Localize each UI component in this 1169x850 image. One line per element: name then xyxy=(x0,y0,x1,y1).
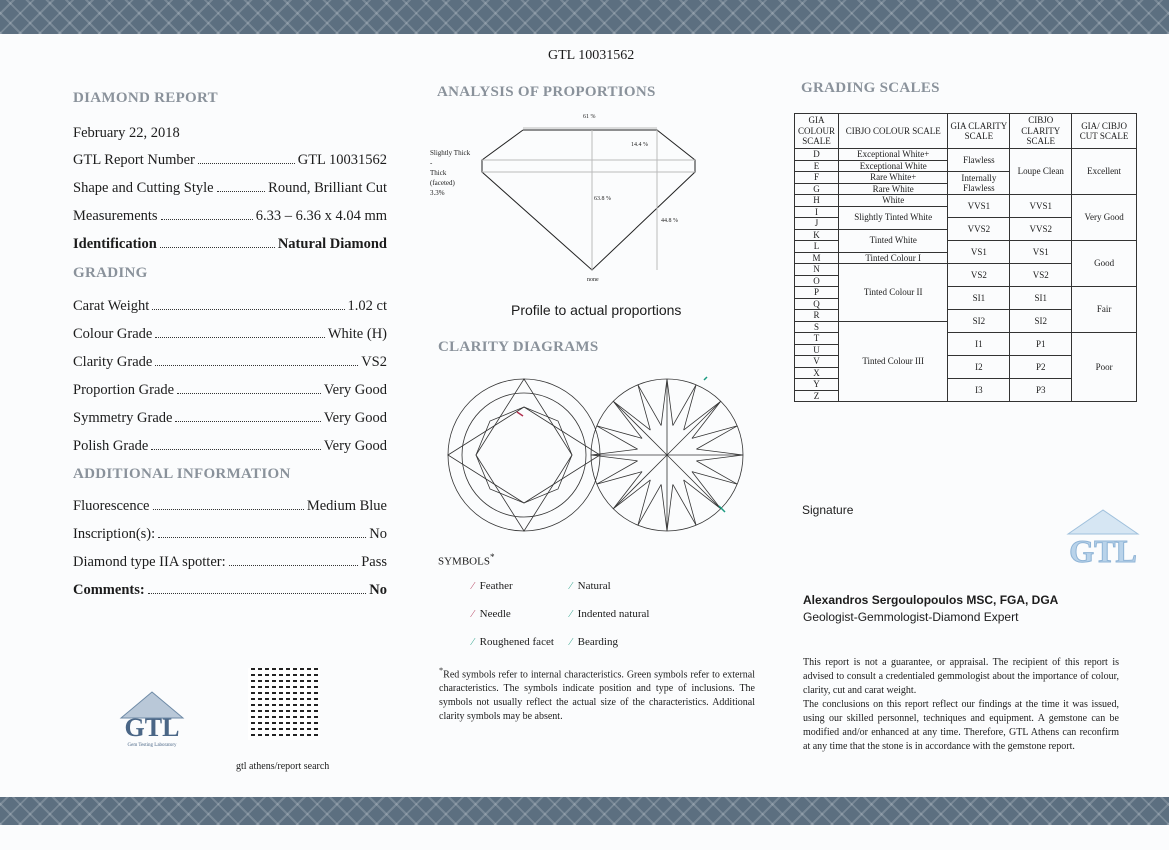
gia-colour-cell: J xyxy=(795,218,839,230)
signer-title: Geologist-Gemmologist-Diamond Expert xyxy=(803,610,1019,624)
scale-cell: P3 xyxy=(1010,379,1072,402)
detail-label: Polish Grade xyxy=(73,438,149,454)
girdle-label xyxy=(430,148,470,198)
gia-colour-cell: H xyxy=(795,195,839,207)
gia-colour-cell: T xyxy=(795,333,839,345)
scale-cell: Flawless xyxy=(948,149,1010,172)
detail-row xyxy=(73,410,387,427)
symbol-icon: ⁄ xyxy=(570,636,572,648)
scale-cell: Fair xyxy=(1072,287,1137,333)
gia-colour-cell: Q xyxy=(795,298,839,310)
dot-leader xyxy=(155,354,358,366)
qr-caption: gtl athens/report search xyxy=(236,761,330,772)
scale-header: GIA CLARITY SCALE xyxy=(948,114,1010,149)
scale-cell: SI2 xyxy=(1010,310,1072,333)
pavilion-percent: 44.8 % xyxy=(661,218,678,224)
dot-leader xyxy=(153,498,304,510)
symbols-footnote: *Red symbols refer to internal characteristics. Green symbols refer to external characteristics. The symbols indicate position and type of inclusions. The symbols not usually reflect the actual size of the characteristics. Additional clarity symbols may be absent. xyxy=(439,666,755,723)
proportions-diagram xyxy=(425,110,715,290)
disclaimer-paragraph: This report is not a guarantee, or appraisal. The recipient of this report is advised to consult a credentialed gemmologist about the importance of colour, clarity, cut and carat weight. xyxy=(803,657,1119,696)
dot-leader xyxy=(158,526,366,538)
detail-row xyxy=(73,208,387,225)
dot-leader xyxy=(155,326,324,338)
detail-label: Symmetry Grade xyxy=(73,410,173,426)
detail-label: Identification xyxy=(73,236,157,252)
scale-header: CIBJO COLOUR SCALE xyxy=(838,114,948,149)
detail-value: Round, Brilliant Cut xyxy=(268,180,387,196)
detail-value: VS2 xyxy=(361,354,387,370)
grading-title: GRADING xyxy=(73,265,148,281)
detail-label: Inscription(s): xyxy=(73,526,156,542)
additional-info-title: ADDITIONAL INFORMATION xyxy=(73,466,291,482)
detail-row xyxy=(73,382,387,399)
depth-percent: 63.8 % xyxy=(594,196,611,202)
symbol-legend-item xyxy=(472,608,511,620)
detail-label: Diamond type IIA spotter: xyxy=(73,554,226,570)
symbol-label: Needle xyxy=(479,608,511,620)
gia-colour-cell: U xyxy=(795,344,839,356)
footnote-text: Red symbols refer to internal characteristics. Green symbols refer to external characteristics. The symbols indicate position and type of inclusions. The symbols not usually reflect the actual size of the characteristics. Additional clarity symbols may be absent. xyxy=(439,669,755,723)
girdle-line: - xyxy=(430,159,433,167)
detail-value: 1.02 ct xyxy=(347,298,387,314)
scale-cell: Rare White xyxy=(838,183,948,195)
gia-colour-cell: N xyxy=(795,264,839,276)
scale-cell: P2 xyxy=(1010,356,1072,379)
girdle-line: 3.3% xyxy=(430,189,445,197)
dot-leader xyxy=(151,438,320,450)
detail-row xyxy=(73,298,387,315)
detail-value: Very Good xyxy=(323,410,387,426)
scale-cell: White xyxy=(838,195,948,207)
gtl-stamp xyxy=(1062,508,1144,570)
symbol-label: Roughened facet xyxy=(479,636,554,648)
proportions-title: ANALYSIS OF PROPORTIONS xyxy=(437,84,656,100)
detail-value: Very Good xyxy=(323,382,387,398)
detail-value: No xyxy=(369,526,387,542)
scale-cell: Poor xyxy=(1072,333,1137,402)
detail-row xyxy=(73,180,387,197)
scale-cell: Internally Flawless xyxy=(948,172,1010,195)
detail-value: Very Good xyxy=(323,438,387,454)
scale-cell: Rare White+ xyxy=(838,172,948,184)
scale-cell: VS1 xyxy=(1010,241,1072,264)
symbol-icon: ⁄ xyxy=(472,580,474,592)
signature-label: Signature xyxy=(802,503,854,517)
scale-cell: VS1 xyxy=(948,241,1010,264)
culet-label: none xyxy=(587,277,599,283)
detail-row xyxy=(73,438,387,455)
gia-colour-cell: Z xyxy=(795,390,839,402)
report-number-header: GTL 10031562 xyxy=(548,48,635,63)
gia-colour-cell: G xyxy=(795,183,839,195)
detail-label: Proportion Grade xyxy=(73,382,175,398)
scale-cell: Tinted Colour II xyxy=(838,264,948,322)
dot-leader xyxy=(160,236,275,248)
scale-header: GIA/ CIBJO CUT SCALE xyxy=(1072,114,1137,149)
scale-header: GIA COLOUR SCALE xyxy=(795,114,839,149)
detail-row xyxy=(73,498,387,515)
gia-colour-cell: S xyxy=(795,321,839,333)
detail-value: Medium Blue xyxy=(306,498,387,514)
detail-value: 6.33 – 6.36 x 4.04 mm xyxy=(255,208,387,224)
dot-leader xyxy=(152,298,344,310)
gia-colour-cell: D xyxy=(795,149,839,161)
detail-label: Measurements xyxy=(73,208,158,224)
symbols-title: SYMBOLS* xyxy=(438,552,495,568)
scale-cell: VVS1 xyxy=(1010,195,1072,218)
qr-code[interactable] xyxy=(248,668,320,740)
scale-header: CIBJO CLARITY SCALE xyxy=(1010,114,1072,149)
symbol-legend-item xyxy=(472,636,554,648)
gia-colour-cell: X xyxy=(795,367,839,379)
grading-scales-title: GRADING SCALES xyxy=(801,80,940,96)
scale-cell: I3 xyxy=(948,379,1010,402)
scale-cell: SI1 xyxy=(1010,287,1072,310)
symbol-icon: ⁄ xyxy=(570,608,572,620)
symbol-label: Indented natural xyxy=(577,608,650,620)
dot-leader xyxy=(198,152,295,164)
scale-cell: Tinted White xyxy=(838,229,948,252)
svg-text:GTL: GTL xyxy=(1069,533,1137,569)
gia-colour-cell: K xyxy=(795,229,839,241)
symbol-icon: ⁄ xyxy=(472,636,474,648)
scale-cell: I2 xyxy=(948,356,1010,379)
detail-value: GTL 10031562 xyxy=(297,152,387,168)
dot-leader xyxy=(177,382,321,394)
clarity-diagrams xyxy=(447,376,747,536)
profile-caption: Profile to actual proportions xyxy=(511,302,682,318)
scale-cell: SI2 xyxy=(948,310,1010,333)
scale-cell: Very Good xyxy=(1072,195,1137,241)
detail-value: White (H) xyxy=(327,326,387,342)
gia-colour-cell: V xyxy=(795,356,839,368)
scale-cell: Slightly Tinted White xyxy=(838,206,948,229)
disclaimer xyxy=(803,656,1119,754)
scale-cell: Exceptional White+ xyxy=(838,149,948,161)
detail-row xyxy=(73,526,387,543)
table-percent: 61 % xyxy=(583,114,596,120)
detail-label: GTL Report Number xyxy=(73,152,195,168)
gia-colour-cell: F xyxy=(795,172,839,184)
detail-row xyxy=(73,354,387,371)
scale-cell: Tinted Colour III xyxy=(838,321,948,402)
svg-text:GTL: GTL xyxy=(124,713,180,742)
grading-scales-table xyxy=(794,113,1137,402)
disclaimer-paragraph: The conclusions on this report reflect our findings at the time it was issued, using our skilled personnel, techniques and equipment. A gemstone can be modified and/or enhanced at any time. Therefore, GTL Athens can reconfirm at any time that the stone is in accordance with the gemstone report. xyxy=(803,699,1119,752)
scale-cell: Good xyxy=(1072,241,1137,287)
gia-colour-cell: M xyxy=(795,252,839,264)
scale-cell: I1 xyxy=(948,333,1010,356)
detail-row xyxy=(73,236,387,253)
symbol-label: Feather xyxy=(479,580,513,592)
detail-value: Natural Diamond xyxy=(277,236,387,252)
girdle-line: Slightly Thick xyxy=(430,149,471,157)
symbol-legend-item xyxy=(570,636,618,648)
gia-colour-cell: Y xyxy=(795,379,839,391)
report-date: February 22, 2018 xyxy=(73,125,180,141)
gia-colour-cell: I xyxy=(795,206,839,218)
crown-percent: 14.4 % xyxy=(631,142,648,148)
clarity-title: CLARITY DIAGRAMS xyxy=(438,339,599,355)
signer-name: Alexandros Sergoulopoulos MSC, FGA, DGA xyxy=(803,593,1059,607)
detail-label: Fluorescence xyxy=(73,498,150,514)
bottom-border xyxy=(0,797,1169,825)
detail-label: Carat Weight xyxy=(73,298,150,314)
detail-row xyxy=(73,326,387,343)
scale-cell: VVS2 xyxy=(1010,218,1072,241)
detail-label: Clarity Grade xyxy=(73,354,153,370)
symbol-icon: ⁄ xyxy=(472,608,474,620)
scale-cell: P1 xyxy=(1010,333,1072,356)
symbol-icon: ⁄ xyxy=(570,580,572,592)
scale-cell: Excellent xyxy=(1072,149,1137,195)
scale-cell: SI1 xyxy=(948,287,1010,310)
scale-cell: Loupe Clean xyxy=(1010,149,1072,195)
dot-leader xyxy=(161,208,253,220)
scale-cell: VS2 xyxy=(1010,264,1072,287)
scale-cell: Tinted Colour I xyxy=(838,252,948,264)
scale-cell: Exceptional White xyxy=(838,160,948,172)
detail-row xyxy=(73,582,387,599)
gia-colour-cell: R xyxy=(795,310,839,322)
scale-cell: VVS1 xyxy=(948,195,1010,218)
detail-value: No xyxy=(369,582,387,598)
symbol-legend-item xyxy=(570,608,649,620)
diamond-report-title: DIAMOND REPORT xyxy=(73,90,218,106)
scale-cell: VS2 xyxy=(948,264,1010,287)
gtl-logo xyxy=(113,688,191,748)
scale-cell: VVS2 xyxy=(948,218,1010,241)
dot-leader xyxy=(229,554,359,566)
detail-row xyxy=(73,554,387,571)
symbol-label: Natural xyxy=(577,580,611,592)
detail-label: Shape and Cutting Style xyxy=(73,180,214,196)
gia-colour-cell: L xyxy=(795,241,839,253)
detail-value: Pass xyxy=(361,554,387,570)
dot-leader xyxy=(148,582,367,594)
symbols-title-text: SYMBOLS xyxy=(438,555,490,568)
symbol-legend-item xyxy=(570,580,611,592)
girdle-line: Thick xyxy=(430,169,447,177)
symbol-legend-item xyxy=(472,580,513,592)
gia-colour-cell: E xyxy=(795,160,839,172)
gia-colour-cell: P xyxy=(795,287,839,299)
top-border xyxy=(0,0,1169,34)
svg-text:Gem Testing Laboratory: Gem Testing Laboratory xyxy=(127,743,177,748)
detail-label: Colour Grade xyxy=(73,326,153,342)
dot-leader xyxy=(175,410,320,422)
dot-leader xyxy=(217,180,266,192)
symbol-label: Bearding xyxy=(577,636,618,648)
gia-colour-cell: O xyxy=(795,275,839,287)
detail-row xyxy=(73,152,387,169)
detail-label: Comments: xyxy=(73,582,145,598)
girdle-line: (faceted) xyxy=(430,179,455,187)
